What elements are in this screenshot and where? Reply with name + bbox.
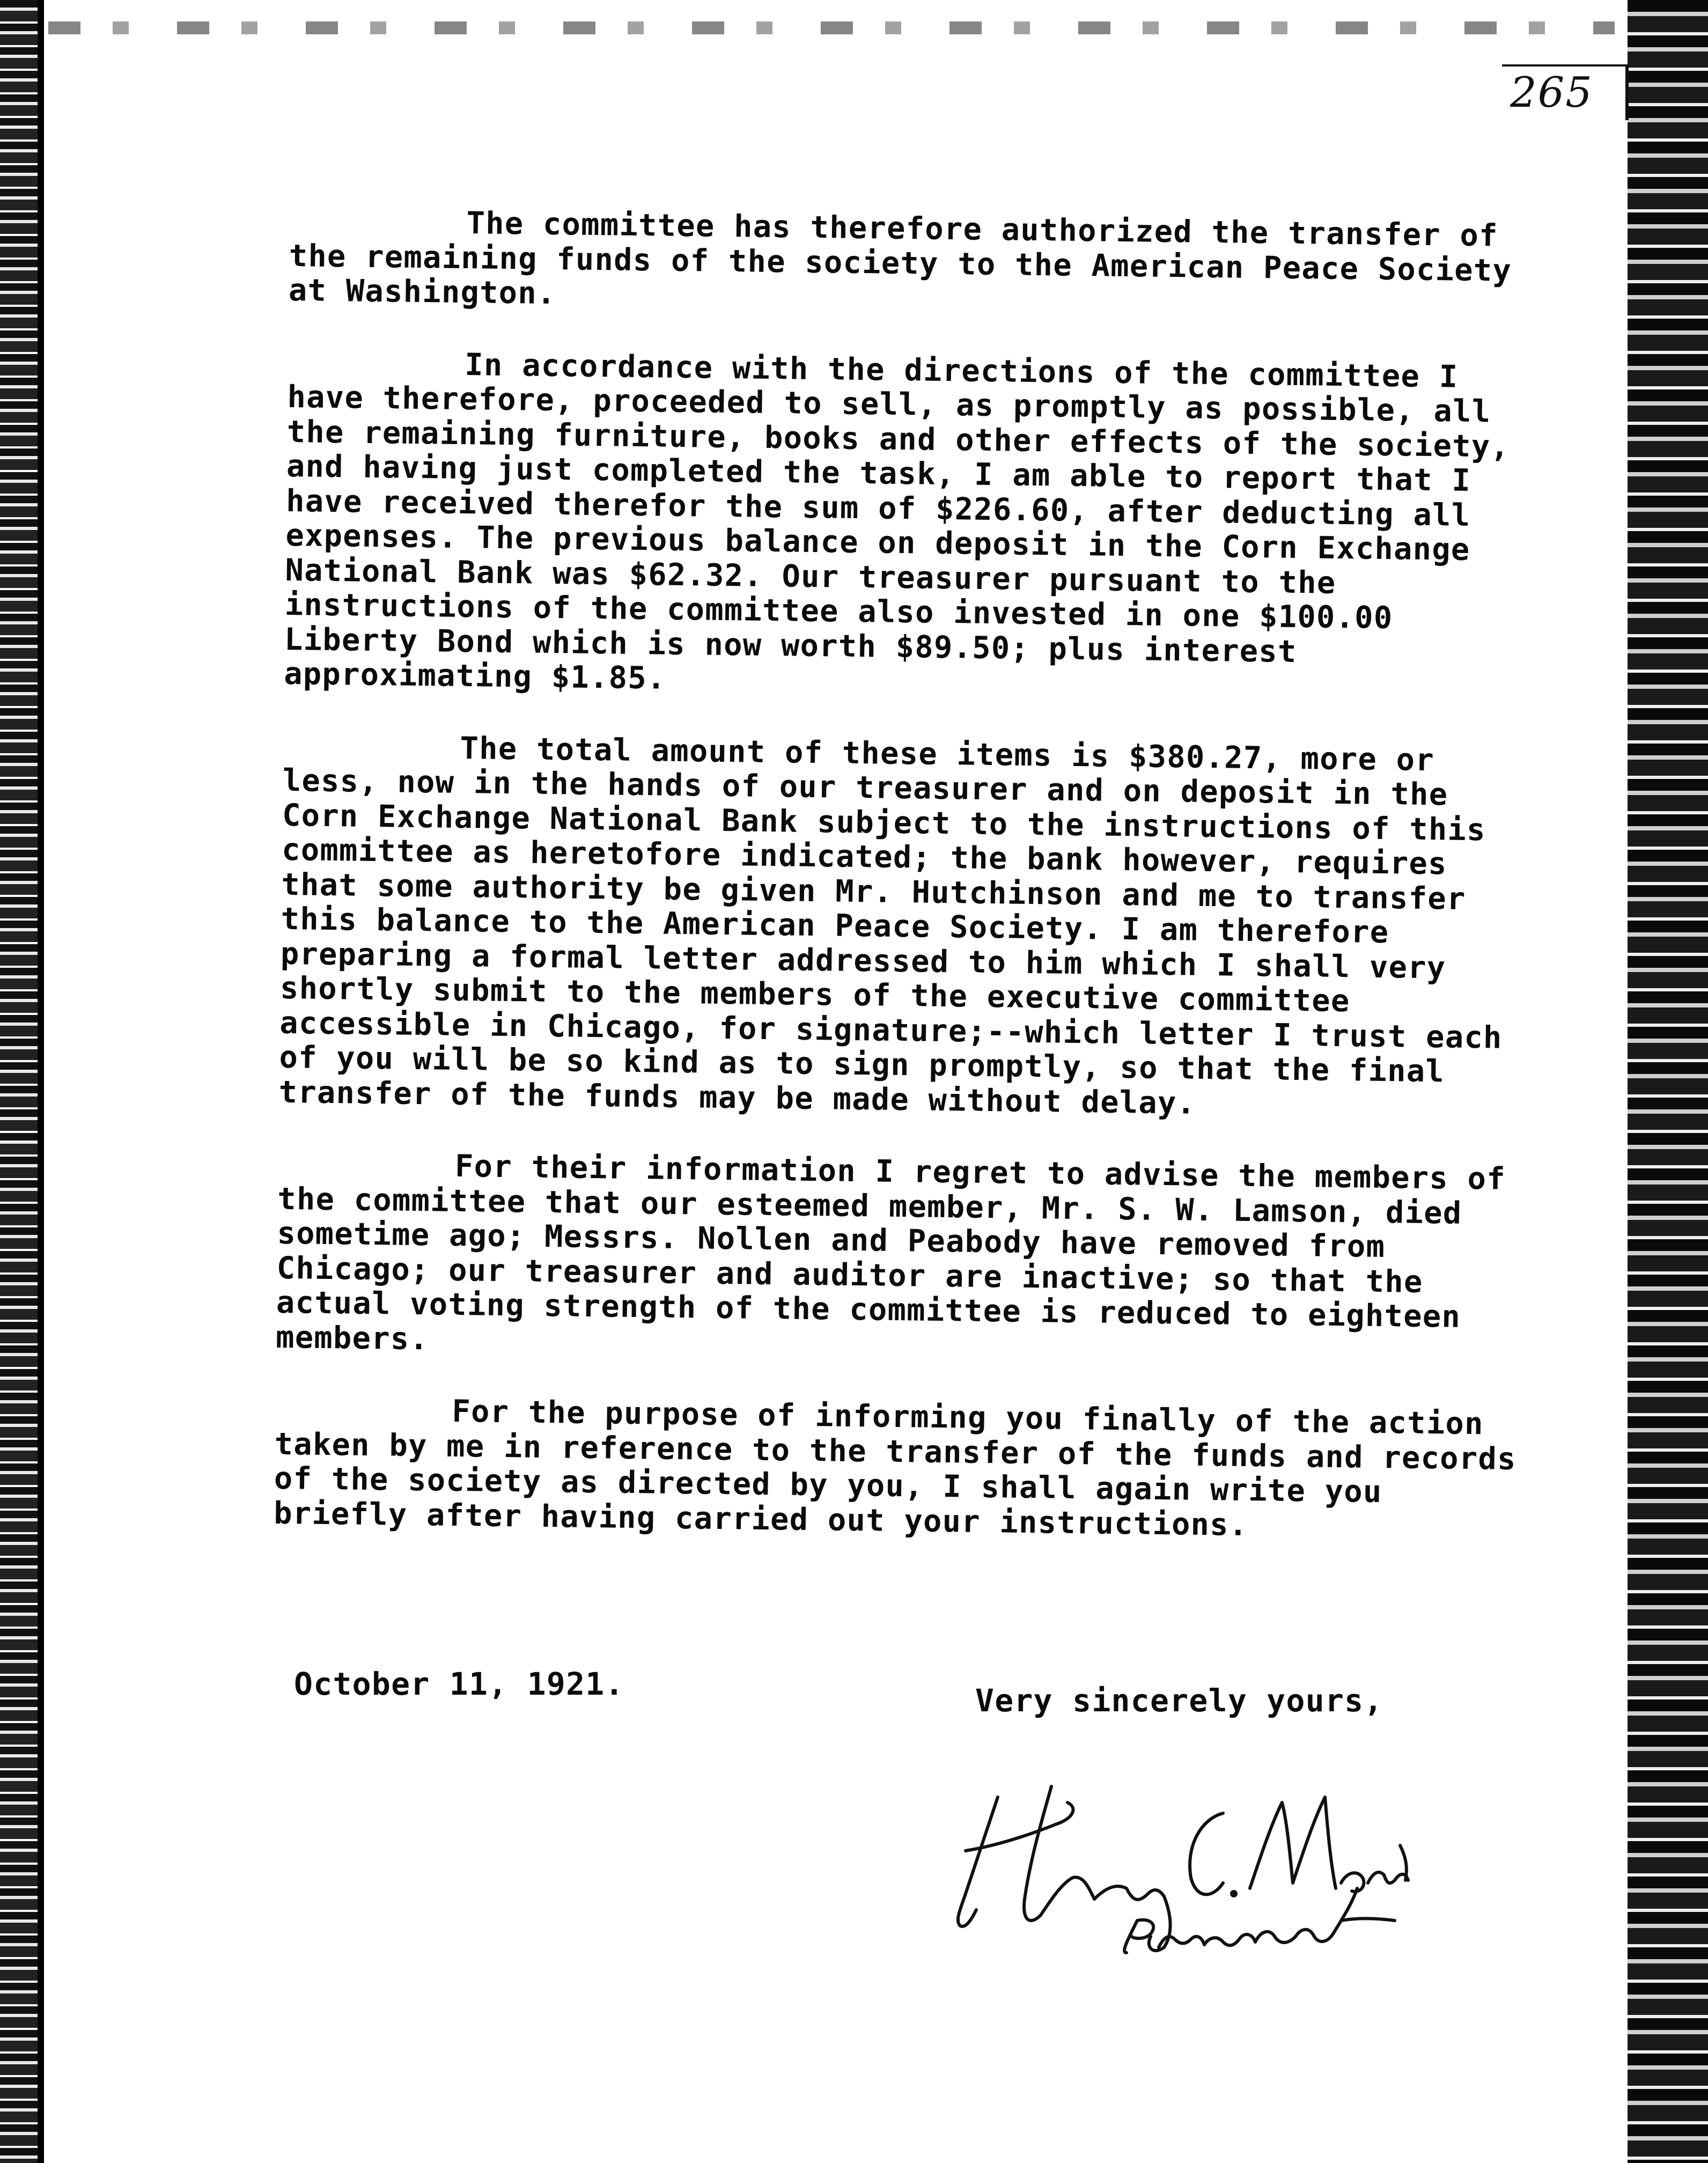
page-margin-right (1606, 0, 1628, 300)
letter-closing: Very sincerely yours, (975, 1682, 1383, 1719)
paragraph-1-text: The committee has therefore authorized the transfer of the remaining funds of the society to the American Peace Society at Washington. (288, 205, 1532, 312)
paragraph-4 (276, 1147, 1523, 1370)
handwritten-signature (933, 1765, 1416, 1958)
paragraph-1 (289, 204, 1534, 323)
scan-noise-top (48, 21, 1615, 34)
binding-edge-right (1628, 0, 1708, 2163)
paragraph-2 (284, 345, 1533, 706)
paragraph-2-text: In accordance with the directions of the committee I have therefore, proceeded to sell, as promptly as possible, all the remaining furniture, books and other effects of the society, and having just completed the task, I am able to report that I have received therefor the sum of $226.60, after deducting all expenses. The previous balance on deposit in the Corn Exchange National Bank was $62.32. Our treasurer pursuant to the instructions of the committee also invested in one $100.00 Liberty Bond which is now worth $89.50; plus interest approximating $1.85. (283, 347, 1529, 696)
paragraph-3-text: The total amount of these items is $380.27, more or less, now in the hands of our treasurer and on deposit in the Corn Exchange National Bank subject to the instructions of this committee as heretofore indicated; the bank however, requires that some authority be given Mr. Hutchinson and me to transfer this balance to the American Peace Society. I am therefore preparing a formal letter addressed to him which I shall very shortly submit to the members of the executive committee accessible in Chicago, for signature;--which letter I trust each of you will be so kind as to sign promptly, so that the final transfer of the funds may be made without delay. (278, 730, 1522, 1121)
paragraph-5 (273, 1392, 1536, 1546)
page-number: 265 (1510, 69, 1593, 117)
paragraph-3 (278, 729, 1527, 1124)
letter-body (273, 204, 1534, 1583)
letter-date: October 11, 1921. (294, 1666, 624, 1702)
binding-edge-left (0, 0, 43, 2163)
paragraph-4-text: For their information I regret to advise the members of the committee that our esteemed member, Mr. S. W. Lamson, died sometime ago; Messrs. Nollen and Peabody have removed from Chicago; our treasurer and auditor are inactive; so that the actual voting strength of the committee is reduced to eighteen members. (275, 1148, 1525, 1357)
paragraph-5-text: For the purpose of informing you finally of the action taken by me in reference to the transfer of the funds and records of the society as directed by you, I shall again write you briefly after having carried out your instructions. (273, 1393, 1536, 1543)
